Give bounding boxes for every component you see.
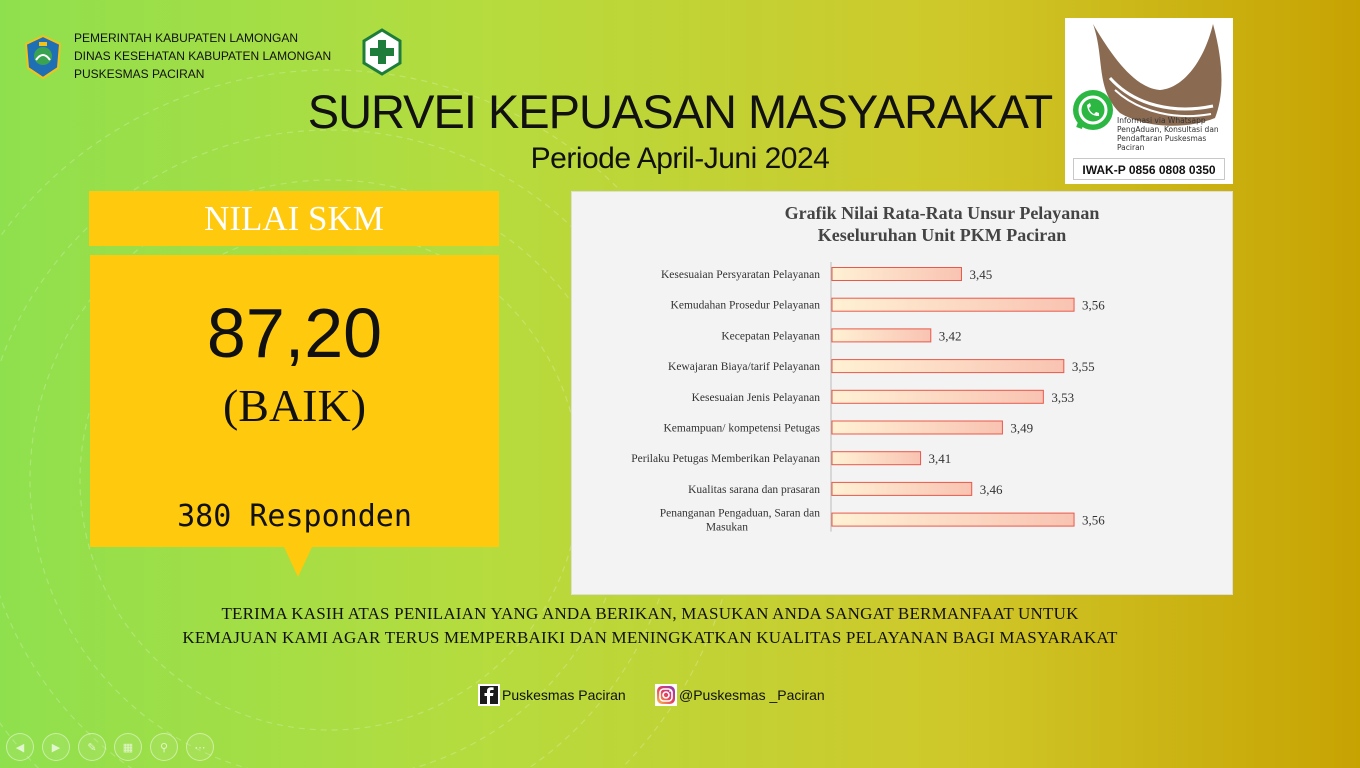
organization-header [74,29,331,83]
bar [832,268,961,281]
data-label: 3,56 [1082,512,1105,528]
bar [832,513,1074,526]
whatsapp-phone: IWAK-P 0856 0808 0350 [1073,158,1225,180]
category-label: Kecepatan Pelayanan [721,330,820,343]
org-line-2: DINAS KESEHATAN KABUPATEN LAMONGAN [74,49,332,63]
next-icon[interactable]: ▶ [42,733,70,761]
data-label: 3,49 [1010,420,1034,436]
skm-header: NILAI SKM [89,191,499,246]
thank-you-message [0,602,1300,650]
category-label: Kesesuaian Persyaratan Pelayanan [660,269,820,281]
pen-icon[interactable]: ✎ [78,733,106,761]
data-label: 3,42 [938,328,962,344]
bar [832,421,1002,434]
page-title: SURVEI KEPUASAN MASYARAKAT [307,85,1053,138]
chart-title-line-2: Keseluruhan Unit PKM Paciran [817,225,1067,245]
data-label: 3,55 [1071,359,1095,375]
chart-title-line-1: Grafik Nilai Rata-Rata Unsur Pelayanan [784,203,1100,223]
chart-panel [571,191,1233,595]
presentation-controls [6,733,214,761]
bar [832,452,921,465]
instagram-link[interactable] [655,684,825,706]
zoom-icon[interactable]: ⚲ [150,733,178,761]
skm-score-box [90,255,499,547]
category-label: Kewajaran Biaya/tarif Pelayanan [668,361,820,374]
org-line-1: PEMERINTAH KABUPATEN LAMONGAN [74,31,299,45]
data-label: 3,56 [1082,297,1105,313]
whatsapp-info-text: Informasi via Whatsapp PengAduan, Konsultasi dan Pendaftaran Puskesmas Paciran [1117,116,1219,152]
bar [832,298,1074,311]
bar [832,329,931,342]
category-label: Kemudahan Prosedur Pelayanan [670,299,820,312]
category-label: Kemampuan/ kompetensi Petugas [663,422,820,435]
thank-you-line-2: KEMAJUAN KAMI AGAR TERUS MEMPERBAIKI DAN MENINGKATKAN KUALITAS PELAYANAN BAGI MASYARAKAT [182,628,1118,647]
skm-respondents: 380 Responden [177,499,412,534]
data-label: 3,45 [969,267,993,282]
more-icon[interactable]: ⋯ [186,733,214,761]
skm-grade: (BAIK) [222,380,367,431]
prev-icon[interactable]: ◀ [6,733,34,761]
bar [832,360,1064,373]
data-label: 3,46 [979,481,1003,497]
whatsapp-icon [1071,88,1115,132]
instagram-icon [655,684,677,706]
bar-chart [572,192,1234,596]
data-label: 3,53 [1051,389,1075,405]
lamongan-regency-logo [22,34,64,80]
bar [832,482,972,495]
skm-value: 87,20 [206,294,383,372]
category-label: Penanganan Pengaduan, Saran dan Masukan [659,507,820,534]
instagram-label: @Puskesmas _Paciran [679,687,825,703]
category-label: Kualitas sarana dan prasaran [688,483,820,496]
category-label: Kesesuaian Jenis Pelayanan [691,391,820,404]
thank-you-line-1: TERIMA KASIH ATAS PENILAIAN YANG ANDA BERIKAN, MASUKAN ANDA SANGAT BERMANFAAT UNTUK [221,604,1079,623]
data-label: 3,41 [928,451,952,467]
page-subtitle: Periode April-Juni 2024 [530,142,830,175]
facebook-icon [478,684,500,706]
facebook-link[interactable] [478,684,626,706]
puskesmas-logo [360,28,404,76]
facebook-label: Puskesmas Paciran [502,687,626,703]
slides-icon[interactable]: ▦ [114,733,142,761]
org-line-3: PUSKESMAS PACIRAN [74,67,205,81]
category-label: Perilaku Petugas Memberikan Pelayanan [631,453,820,466]
whatsapp-info-card [1065,18,1233,184]
bar [832,390,1043,403]
